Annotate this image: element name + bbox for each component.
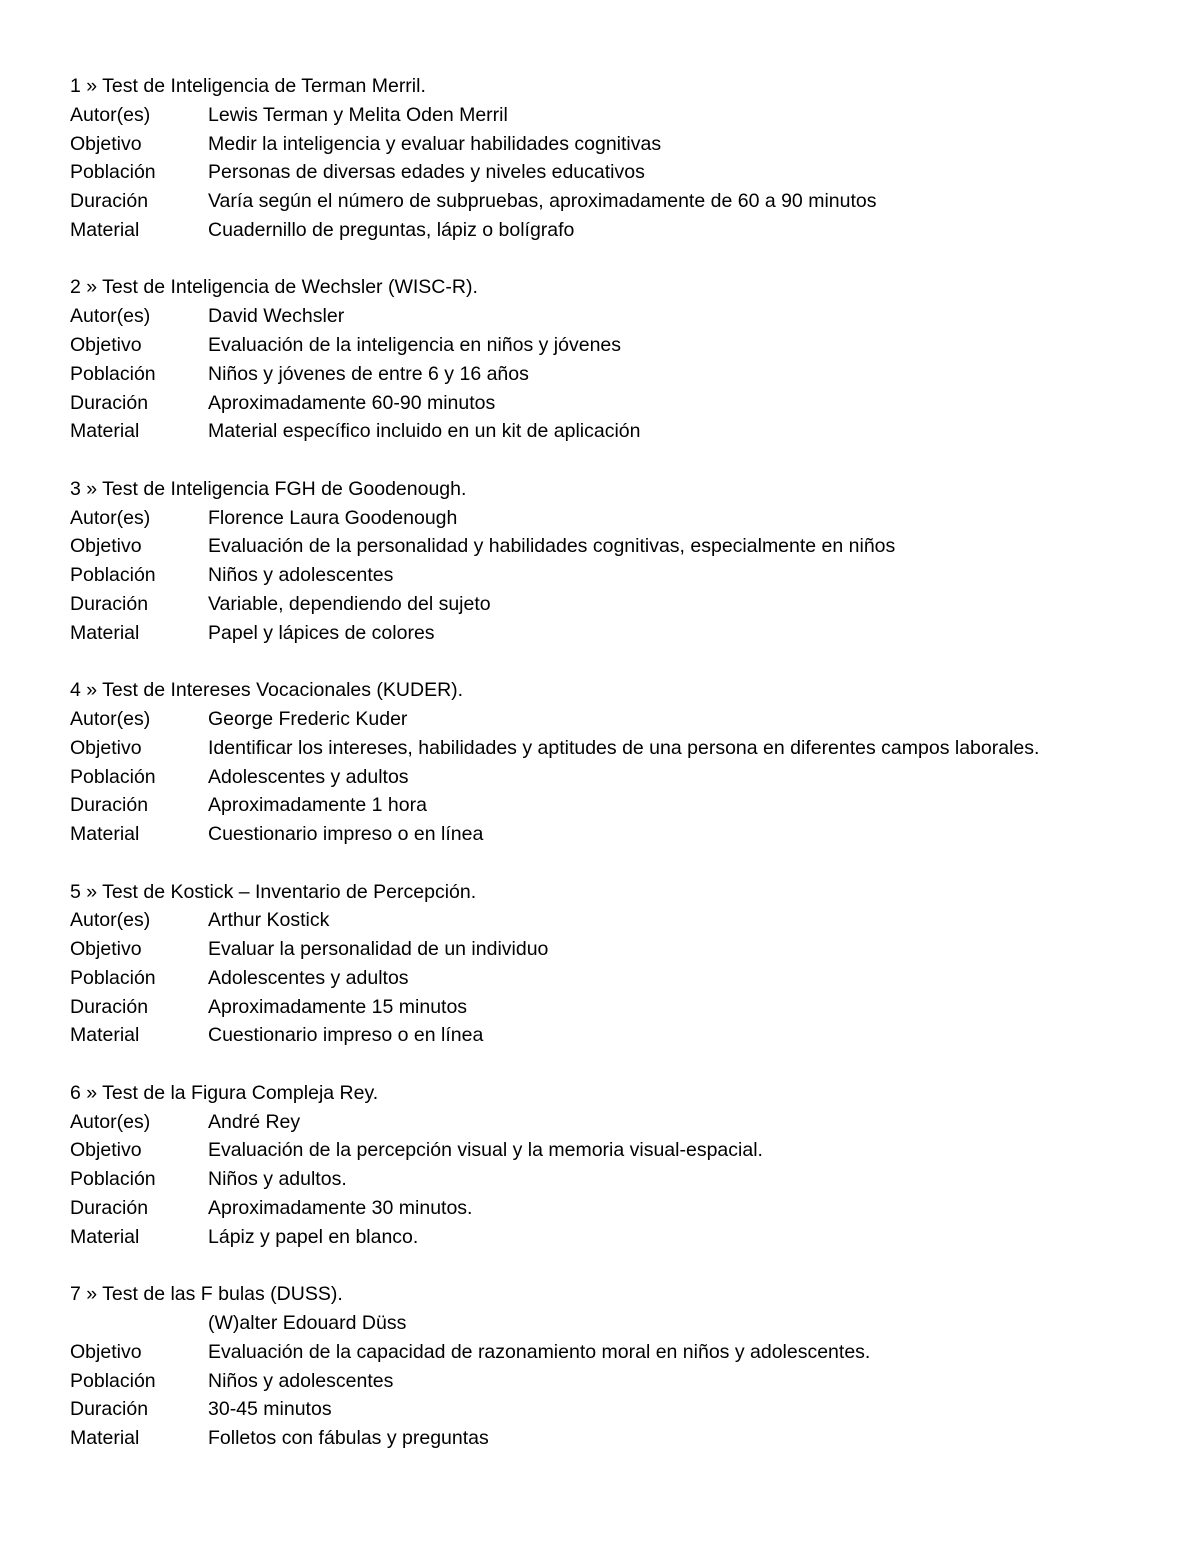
field-label: Objetivo: [70, 132, 142, 155]
field-row-objective: [70, 1338, 1180, 1367]
field-label: Objetivo: [70, 535, 142, 558]
field-value: Cuadernillo de preguntas, lápiz o bolígrafo: [208, 218, 575, 241]
field-row-population: [70, 1367, 1180, 1396]
field-row-population: [70, 360, 1180, 389]
field-label: [70, 1309, 208, 1338]
field-value: 30-45 minutos: [208, 1398, 332, 1421]
field-value: (W)alter Edouard Düss: [208, 1312, 407, 1335]
field-value: Evaluación de la capacidad de razonamiento moral en niños y adolescentes.: [208, 1340, 871, 1363]
section-heading: 2 » Test de Inteligencia de Wechsler (WISC-R).: [70, 276, 478, 299]
field-value: Niños y adultos.: [208, 1168, 347, 1191]
document-page: [70, 72, 1180, 1482]
field-value: Papel y lápices de colores: [208, 621, 435, 644]
field-label: Material: [70, 1225, 140, 1248]
field-value: Varía según el número de subpruebas, aproximadamente de 60 a 90 minutos: [208, 190, 877, 213]
field-row-objective: [70, 734, 1180, 763]
field-label: Autor(es): [70, 1110, 151, 1133]
field-row-authors: [70, 906, 1180, 935]
field-row-duration: [70, 791, 1180, 820]
field-row-material: [70, 417, 1180, 446]
section-heading: 1 » Test de Inteligencia de Terman Merril.: [70, 75, 426, 97]
section-heading: 6 » Test de la Figura Compleja Rey.: [70, 1081, 379, 1104]
field-label: Población: [70, 1369, 156, 1392]
field-value: Evaluación de la percepción visual y la memoria visual-espacial.: [208, 1139, 763, 1162]
field-value: Lápiz y papel en blanco.: [208, 1225, 419, 1248]
field-row-authors: [70, 705, 1180, 734]
field-label: Autor(es): [70, 909, 151, 932]
field-label: Población: [70, 362, 156, 385]
field-label: Población: [70, 161, 156, 184]
field-label: Material: [70, 1024, 140, 1047]
field-row-material: [70, 216, 1180, 245]
field-row-objective: [70, 331, 1180, 360]
test-section-2: [70, 273, 1180, 446]
field-value: George Frederic Kuder: [208, 707, 408, 730]
field-label: Autor(es): [70, 305, 151, 328]
field-label: Objetivo: [70, 333, 142, 356]
field-row-population: [70, 158, 1180, 187]
field-label: Autor(es): [70, 103, 151, 126]
test-section-1: [70, 72, 1180, 245]
field-value: Lewis Terman y Melita Oden Merril: [208, 103, 508, 126]
test-section-7: [70, 1280, 1180, 1453]
field-value: Aproximadamente 60-90 minutos: [208, 391, 496, 414]
field-row-objective: [70, 532, 1180, 561]
field-label: Población: [70, 1168, 156, 1191]
field-label: Material: [70, 1427, 140, 1450]
field-value: Material específico incluido en un kit de aplicación: [208, 420, 641, 443]
field-row-material: [70, 1223, 1180, 1252]
field-label: Duración: [70, 1398, 149, 1421]
test-section-5: [70, 878, 1180, 1051]
field-value: Medir la inteligencia y evaluar habilidades cognitivas: [208, 132, 662, 155]
field-label: Población: [70, 765, 156, 788]
field-value: André Rey: [208, 1110, 301, 1133]
test-section-4: [70, 676, 1180, 849]
field-value: Adolescentes y adultos: [208, 765, 409, 788]
field-value: Evaluar la personalidad de un individuo: [208, 938, 549, 961]
field-label: Material: [70, 823, 140, 846]
field-row-material: [70, 1424, 1180, 1453]
field-label: Material: [70, 621, 140, 644]
field-row-duration: [70, 1395, 1180, 1424]
field-row-authors: [70, 1309, 1180, 1338]
field-label: Autor(es): [70, 707, 151, 730]
field-label: Autor(es): [70, 506, 151, 529]
field-row-duration: [70, 187, 1180, 216]
field-value: Evaluación de la personalidad y habilidades cognitivas, especialmente en niños: [208, 535, 896, 558]
field-value: Personas de diversas edades y niveles educativos: [208, 161, 645, 184]
field-value: Cuestionario impreso o en línea: [208, 1024, 484, 1047]
field-value: Arthur Kostick: [208, 909, 330, 932]
field-value: Aproximadamente 30 minutos.: [208, 1197, 473, 1220]
field-row-authors: [70, 302, 1180, 331]
field-label: Población: [70, 564, 156, 587]
field-value: Niños y adolescentes: [208, 564, 394, 587]
field-row-population: [70, 561, 1180, 590]
field-value: Evaluación de la inteligencia en niños y jóvenes: [208, 333, 622, 356]
field-label: Objetivo: [70, 938, 142, 961]
field-value: Aproximadamente 1 hora: [208, 794, 427, 817]
field-value: Niños y jóvenes de entre 6 y 16 años: [208, 362, 529, 385]
section-heading: 5 » Test de Kostick – Inventario de Percepción.: [70, 880, 477, 903]
field-row-objective: [70, 130, 1180, 159]
field-row-duration: [70, 389, 1180, 418]
field-label: Objetivo: [70, 736, 142, 759]
section-heading: 4 » Test de Intereses Vocacionales (KUDER).: [70, 679, 464, 702]
field-label: Objetivo: [70, 1340, 142, 1363]
field-row-authors: [70, 504, 1180, 533]
field-row-duration: [70, 1194, 1180, 1223]
field-value: Identificar los intereses, habilidades y aptitudes de una persona en diferentes campos laborales.: [208, 736, 1040, 759]
field-row-duration: [70, 993, 1180, 1022]
field-value: Folletos con fábulas y preguntas: [208, 1427, 489, 1450]
field-label: Duración: [70, 794, 149, 817]
field-row-duration: [70, 590, 1180, 619]
field-row-authors: [70, 1108, 1180, 1137]
field-row-authors: [70, 101, 1180, 130]
section-heading: 7 » Test de las F bulas (DUSS).: [70, 1283, 343, 1306]
field-value: Aproximadamente 15 minutos: [208, 995, 468, 1018]
field-label: Duración: [70, 190, 149, 213]
field-row-material: [70, 619, 1180, 648]
section-heading: 3 » Test de Inteligencia FGH de Goodenough.: [70, 477, 467, 500]
field-value: Adolescentes y adultos: [208, 966, 409, 989]
field-row-population: [70, 1165, 1180, 1194]
field-label: Objetivo: [70, 1139, 142, 1162]
test-section-3: [70, 475, 1180, 648]
field-label: Duración: [70, 1197, 149, 1220]
field-label: Duración: [70, 995, 149, 1018]
field-value: Variable, dependiendo del sujeto: [208, 592, 491, 615]
field-row-population: [70, 964, 1180, 993]
field-row-material: [70, 820, 1180, 849]
field-label: Material: [70, 420, 140, 443]
field-label: Duración: [70, 391, 149, 414]
field-row-material: [70, 1021, 1180, 1050]
field-label: Material: [70, 218, 140, 241]
field-value: David Wechsler: [208, 305, 345, 328]
field-value: Cuestionario impreso o en línea: [208, 823, 484, 846]
field-row-objective: [70, 1136, 1180, 1165]
field-value: Florence Laura Goodenough: [208, 506, 458, 529]
field-label: Duración: [70, 592, 149, 615]
field-label: Población: [70, 966, 156, 989]
test-section-6: [70, 1079, 1180, 1252]
field-row-population: [70, 763, 1180, 792]
field-value: Niños y adolescentes: [208, 1369, 394, 1392]
field-row-objective: [70, 935, 1180, 964]
